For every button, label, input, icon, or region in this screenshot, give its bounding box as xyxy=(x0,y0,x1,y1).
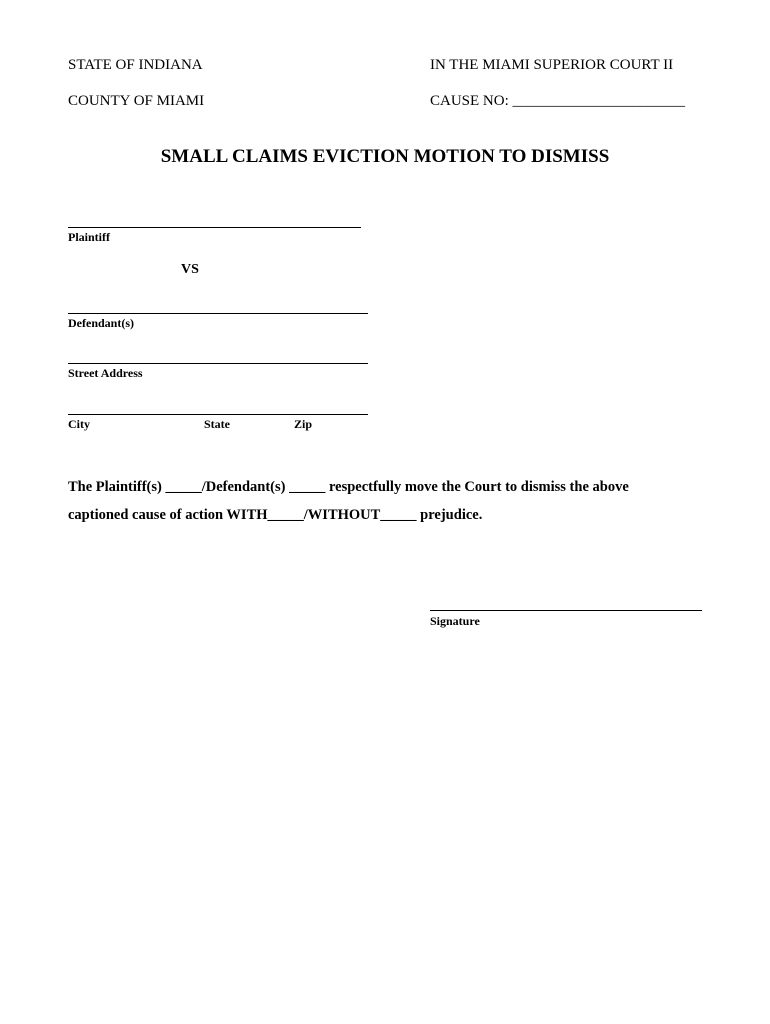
plaintiff-label: Plaintiff xyxy=(68,230,110,244)
signature-label: Signature xyxy=(430,614,480,628)
cause-number-field: CAUSE NO: _______________________ xyxy=(430,93,686,109)
vs-label: VS xyxy=(181,262,199,277)
state-heading: STATE OF INDIANA xyxy=(68,57,203,73)
motion-text-line-1: The Plaintiff(s) _____/Defendant(s) _____ respectfully move the Court to dismiss the above xyxy=(68,479,629,495)
street-address-label: Street Address xyxy=(68,366,143,380)
court-heading: IN THE MIAMI SUPERIOR COURT II xyxy=(430,57,674,73)
street-address-line xyxy=(68,363,368,364)
defendant-label: Defendant(s) xyxy=(68,316,134,330)
city-state-zip-line xyxy=(68,414,368,415)
state-label: State xyxy=(204,417,230,431)
motion-text-line-2: captioned cause of action WITH_____/WITHOUT_____ prejudice. xyxy=(68,507,483,523)
defendant-line xyxy=(68,313,368,314)
county-heading: COUNTY OF MIAMI xyxy=(68,93,205,109)
signature-line xyxy=(430,610,702,611)
city-label: City xyxy=(68,417,90,431)
plaintiff-line xyxy=(68,227,361,228)
zip-label: Zip xyxy=(294,417,313,431)
document-title: SMALL CLAIMS EVICTION MOTION TO DISMISS xyxy=(160,146,610,167)
